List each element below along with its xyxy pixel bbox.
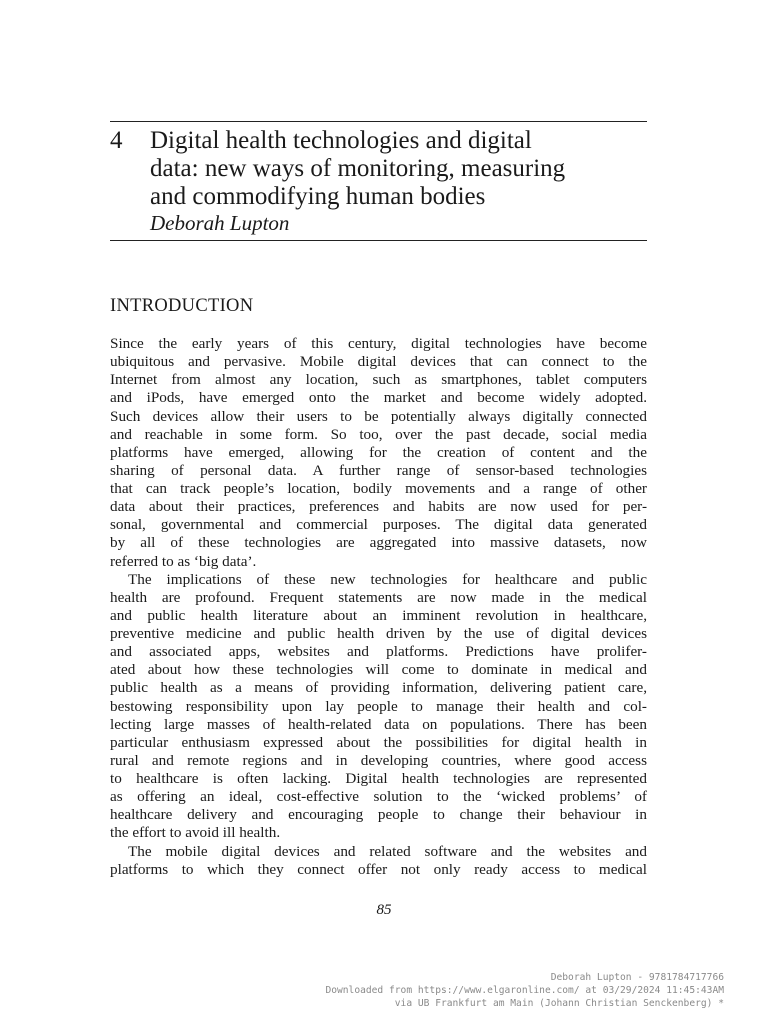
- text-line: and iPods, have emerged onto the market and become widely adopted.: [110, 389, 647, 407]
- text-line: and associated apps, websites and platforms. Predictions have prolifer-: [110, 643, 647, 661]
- text-line: healthcare delivery and encouraging people to change their behaviour in: [110, 806, 647, 824]
- body-text: [110, 335, 647, 879]
- title-top-rule: [110, 121, 647, 122]
- text-line: Internet from almost any location, such as smartphones, tablet computers: [110, 371, 647, 389]
- text-line: public health as a means of providing information, delivering patient care,: [110, 679, 647, 697]
- chapter-title-line: data: new ways of monitoring, measuring: [150, 155, 566, 182]
- chapter-number: 4: [110, 127, 123, 154]
- text-line: sonal, governmental and commercial purposes. The digital data generated: [110, 516, 647, 534]
- text-line: preventive medicine and public health driven by the use of digital devices: [110, 625, 647, 642]
- footer-line: Downloaded from https://www.elgaronline.com/ at 03/29/2024 11:45:43AM: [325, 985, 724, 996]
- text-line: and public health literature about an imminent revolution in healthcare,: [110, 606, 647, 624]
- chapter-title-line: and commodifying human bodies: [150, 183, 486, 210]
- text-line: data about their practices, preferences and habits are now used for per-: [110, 498, 647, 516]
- text-line: health are profound. Frequent statements are now made in the medical: [110, 588, 647, 606]
- text-line: rural and remote regions and in developing countries, where good access: [110, 751, 647, 769]
- text-line: as offering an ideal, cost-effective solution to the ‘wicked problems’ of: [110, 788, 647, 806]
- text-line: ubiquitous and pervasive. Mobile digital devices that can connect to the: [110, 353, 647, 371]
- chapter-title-line: Digital health technologies and digital: [150, 127, 532, 154]
- text-line: platforms to which they connect offer not only ready access to medical: [110, 860, 647, 878]
- page-number: 85: [376, 902, 392, 918]
- text-line: by all of these technologies are aggregated into massive datasets, now: [110, 534, 647, 552]
- footer-line: via UB Frankfurt am Main (Johann Christian Senckenberg) *: [394, 998, 724, 1009]
- text-line: bestowing responsibility upon lay people to manage their health and col-: [110, 697, 647, 715]
- footer-line: Deborah Lupton - 9781784717766: [550, 972, 724, 983]
- text-line: referred to as ‘big data’.: [110, 552, 257, 570]
- text-line: particular enthusiasm expressed about the possibilities for digital health in: [110, 733, 647, 751]
- chapter-title: [150, 127, 655, 211]
- section-heading: INTRODUCTION: [110, 296, 254, 316]
- text-line: sharing of personal data. A further range of sensor-based technologies: [110, 461, 647, 479]
- text-line: Since the early years of this century, digital technologies have become: [110, 335, 647, 352]
- title-bottom-rule: [110, 240, 647, 241]
- text-line: the effort to avoid ill health.: [110, 824, 281, 842]
- download-footer: [224, 971, 724, 1010]
- text-line: lecting large masses of health-related data on populations. There has been: [110, 715, 647, 733]
- text-line: ated about how these technologies will come to dominate in medical and: [110, 661, 647, 679]
- text-line: The mobile digital devices and related software and the websites and: [128, 842, 647, 860]
- chapter-author: Deborah Lupton: [150, 211, 290, 235]
- text-line: The implications of these new technologies for healthcare and public: [128, 570, 647, 588]
- text-line: platforms have emerged, allowing for the creation of content and the: [110, 443, 647, 461]
- text-line: and reachable in some form. So too, over the past decade, social media: [110, 425, 647, 443]
- text-line: Such devices allow their users to be potentially always digitally connected: [110, 407, 647, 425]
- text-line: that can track people’s location, bodily movements and a range of other: [110, 480, 647, 497]
- text-line: to healthcare is often lacking. Digital health technologies are represented: [110, 770, 647, 787]
